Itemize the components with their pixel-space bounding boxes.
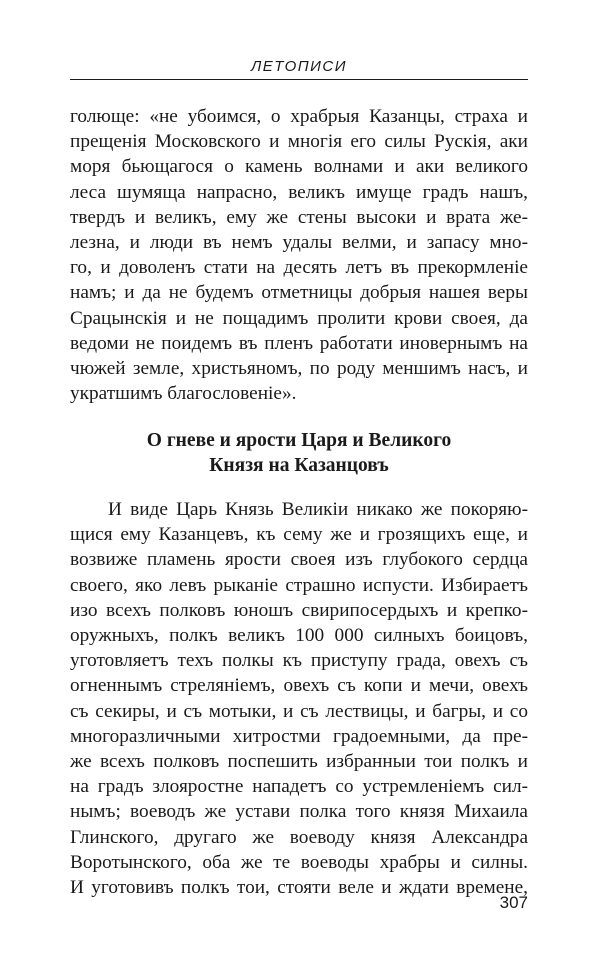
text-line: чюжей земле, христьяномъ, по роду меншимъ насъ, и [70, 358, 528, 380]
header-rule [70, 79, 528, 80]
running-title: ЛЕТОПИСИ [251, 58, 347, 75]
text-line: лезна, и люди въ немъ удалы велми, и запасу мно- [70, 232, 528, 254]
text-line: изо всехъ полковъ юношъ свирипосердыхъ и крепко- [70, 599, 528, 621]
text-line: укратшимъ благословеніе». [70, 383, 297, 405]
text-line: Воротынского, оба же те воеводы храбры и силны. [70, 851, 528, 873]
text-line: же всехъ полковъ поспешить избранныи тои полкъ и [70, 751, 528, 773]
text-line: возвиже пламень ярости своея изъ глубокого сердца [70, 549, 528, 571]
section-heading [70, 428, 528, 478]
text-line: многоразличными хитростми градоемными, да пре- [70, 725, 528, 747]
text-line: моря бьющагося о камень волнами и аки великого [70, 156, 528, 178]
text-line: голюще: «не убоимся, о храбрыя Казанцы, страха и [70, 106, 528, 127]
text-line: твердъ и великъ, ему же стены высоки и врата же- [70, 206, 528, 228]
text-line: нымъ; воеводъ же устави полка того князя Михаила [70, 801, 528, 823]
text-line: щися ему Казанцевъ, къ сему же и грозящихъ еще, и [70, 524, 528, 546]
text-line: Срацынскія и не пощадимъ пролити крови своея, да [70, 307, 528, 329]
heading-line: Князя на Казанцовъ [209, 455, 389, 476]
text-line: съ секиры, и съ мотыки, и съ лествицы, и багры, и со [70, 700, 528, 722]
text-line: уготовляетъ техъ полкы къ приступу града, овехъ съ [70, 650, 528, 672]
text-line: леса шумяща напрасно, великъ имуще градъ нашъ, [70, 181, 528, 203]
heading-line: О гневе и ярости Царя и Великого [146, 430, 452, 451]
text-line: на градъ злояростне нападетъ со устремленіемъ сил- [70, 776, 528, 798]
text-line: оружныхъ, полкъ великъ 100 000 силныхъ боицовъ, [70, 625, 528, 647]
text-line: И уготовивъ полкъ тои, стояти веле и ждати времене, [70, 877, 528, 899]
paragraph-1 [70, 104, 528, 406]
paragraph-2 [70, 497, 528, 900]
text-line: своего, яко левъ рыканіе страшно испусти. Избираетъ [70, 574, 528, 596]
text-line: намъ; и да не будемъ отметницы добрыя нашея веры [70, 282, 528, 304]
text-line: Глинского, другаго же воеводу князя Александра [70, 826, 528, 848]
text-line: И виде Царь Князь Великіи никако же покоряю- [108, 499, 528, 520]
text-line: ведоми не поидемъ въ пленъ работати иновернымъ на [70, 332, 528, 354]
text-line: го, и доволенъ стати на десять летъ въ прекормленіе [70, 257, 528, 279]
text-line: огненнымъ стреляніемъ, овехъ съ копи и мечи, овехъ [70, 675, 528, 697]
text-line: прещенія Московского и многія его силы Рускія, аки [70, 131, 528, 153]
page-number: 307 [499, 893, 528, 912]
